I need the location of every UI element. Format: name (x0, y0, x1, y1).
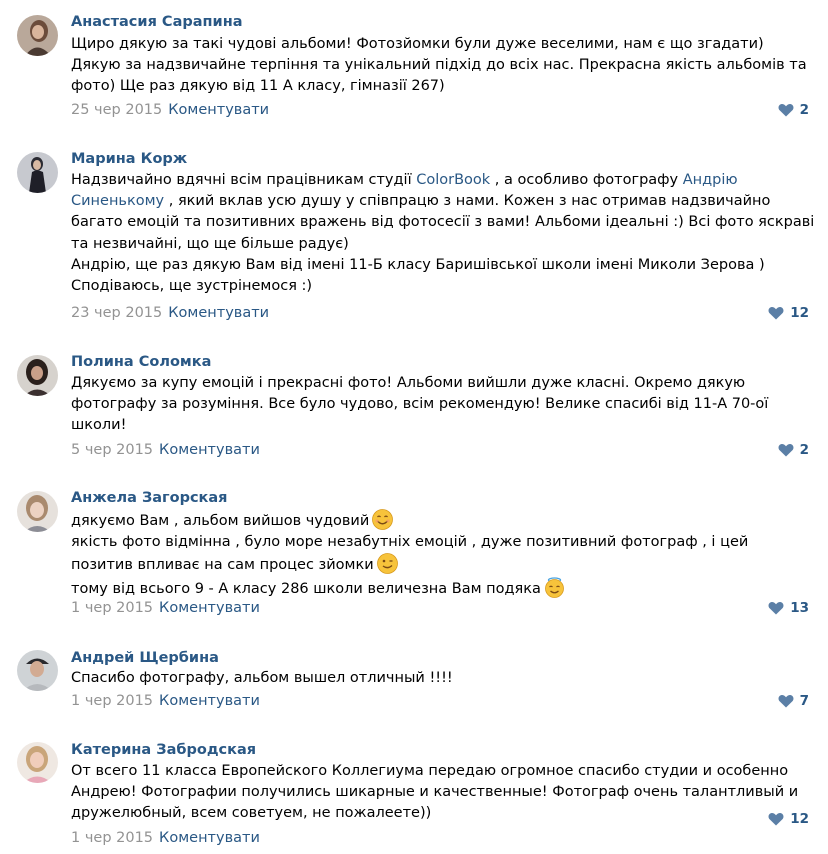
avatar[interactable] (17, 152, 58, 193)
avatar[interactable] (17, 15, 58, 56)
comment-line: фото) Ще раз дякую від 11 А класу, гімназії 267) (71, 78, 445, 95)
comment-author[interactable]: Марина Корж (71, 151, 188, 167)
comment-date[interactable]: 1 чер 2015 (71, 830, 154, 846)
wink-emoji-icon (377, 553, 398, 574)
comment-text (71, 373, 786, 437)
studio-link[interactable]: ColorBook (416, 172, 491, 188)
like-count: 7 (799, 693, 809, 709)
comment-meta (71, 101, 269, 119)
comment-author[interactable]: Анастасия Сарапина (71, 14, 243, 30)
angel-emoji-icon (544, 577, 565, 598)
photographer-link[interactable]: Синенькому (71, 193, 165, 210)
reply-button[interactable]: Коментувати (159, 600, 260, 616)
avatar[interactable] (17, 742, 58, 783)
like-button[interactable] (778, 692, 809, 710)
heart-icon (778, 103, 794, 117)
like-count: 12 (790, 811, 809, 827)
comment-line-part: позитив впливає на сам процес зйомки (71, 557, 374, 574)
comment-line: Щиро дякую за такі чудові альбоми! Фотозйомки були дуже веселими, нам є що згадати) (71, 36, 764, 52)
like-button[interactable] (778, 441, 809, 459)
comment-date[interactable]: 1 чер 2015 (71, 693, 154, 709)
comment-line: багато емоцій та позитивних вражень від фотосесії з вами! Альбоми ідеальні :) Всі фото яскраві (71, 214, 815, 231)
comment-line (71, 553, 786, 576)
comment-text (71, 34, 807, 98)
heart-icon (768, 601, 784, 615)
comment-meta (71, 304, 269, 322)
comment-meta (71, 692, 260, 710)
comment-line: Спасибо фотографу, альбом вышел отличный !!!! (71, 670, 453, 686)
comment-line (71, 170, 786, 191)
like-button[interactable] (778, 101, 809, 119)
like-button[interactable] (768, 304, 809, 322)
like-count: 2 (799, 102, 809, 118)
comment-line: Сподіваюсь, ще зустрінемося :) (71, 278, 313, 295)
comment-author[interactable]: Анжела Загорская (71, 490, 228, 506)
comment-line-part: дякуємо Вам , альбом вийшов чудовий (71, 513, 370, 529)
comment-line: та незвичайні, що ще більше радує) (71, 235, 349, 252)
comment-text (71, 668, 786, 689)
reply-button[interactable]: Коментувати (159, 830, 260, 846)
like-count: 2 (799, 442, 809, 458)
comment-line (71, 509, 786, 532)
comment-date[interactable]: 5 чер 2015 (71, 442, 154, 458)
comment-author[interactable]: Андрей Щербина (71, 650, 219, 666)
like-count: 13 (790, 600, 809, 616)
comment-line: Дякую за надзвичайне терпіння та унікальний підхід до всіх нас. Прекрасна якість альбомів та (71, 57, 807, 74)
avatar[interactable] (17, 355, 58, 396)
comment-line-part: тому від всього 9 - А класу 286 школи величезна Вам подяка (71, 580, 541, 597)
comment-meta (71, 829, 260, 847)
photographer-link[interactable]: Андрію (682, 172, 738, 188)
avatar[interactable] (17, 491, 58, 532)
heart-icon (778, 694, 794, 708)
comment-author[interactable]: Полина Соломка (71, 354, 212, 370)
comment-text (71, 170, 815, 297)
smile-emoji-icon (372, 509, 393, 530)
reply-button[interactable]: Коментувати (159, 693, 260, 709)
comment-line: Андрею! Фотографии получились шикарные и качественные! Фотограф очень талантливый и (71, 784, 799, 801)
comment-line: Андрію, ще раз дякую Вам від імені 11-Б класу Баришівської школи імені Миколи Зерова ) (71, 256, 765, 273)
comment-line: школи! (71, 417, 127, 434)
comment-text (71, 509, 786, 600)
comment-author[interactable]: Катерина Забродская (71, 742, 257, 758)
comment-text (71, 761, 799, 825)
like-button[interactable] (768, 810, 809, 828)
reply-button[interactable]: Коментувати (168, 305, 270, 321)
reply-button[interactable]: Коментувати (168, 102, 270, 118)
comment-line-part: , а особливо фотографу (490, 172, 683, 188)
comment-line: фотографу за розуміння. Все було чудово, всім рекомендую! Велике спасибі від 11-А 70-ої (71, 396, 769, 413)
like-button[interactable] (768, 599, 809, 617)
comment-line-part: , який вклав усю душу у співпрацю з нами. Кожен з нас отримав надзвичайно (164, 193, 771, 210)
heart-icon (768, 812, 784, 826)
comment-date[interactable]: 25 чер 2015 (71, 102, 163, 118)
comment-meta (71, 441, 260, 459)
comment-line: Дякуємо за купу емоцій і прекрасні фото! Альбоми вийшли дуже класні. Окремо дякую (71, 375, 746, 391)
reply-button[interactable]: Коментувати (159, 442, 260, 458)
comment-line: дружелюбный, всем советуем, не пожалеете)) (71, 805, 432, 822)
comment-line (71, 191, 786, 212)
comment-line (71, 577, 786, 600)
comment-line-part: Надзвичайно вдячні всім працівникам студії (71, 172, 417, 188)
avatar[interactable] (17, 650, 58, 691)
heart-icon (778, 443, 794, 457)
comment-date[interactable]: 23 чер 2015 (71, 305, 163, 321)
heart-icon (768, 306, 784, 320)
like-count: 12 (790, 305, 809, 321)
comment-line: якість фото відмінна , було море незабутніх емоцій , дуже позитивний фотограф , і цей (71, 534, 749, 551)
comment-meta (71, 599, 260, 617)
comment-date[interactable]: 1 чер 2015 (71, 600, 154, 616)
comment-line: От всего 11 класса Европейского Коллегиума передаю огромное спасибо студии и особенно (71, 763, 789, 779)
